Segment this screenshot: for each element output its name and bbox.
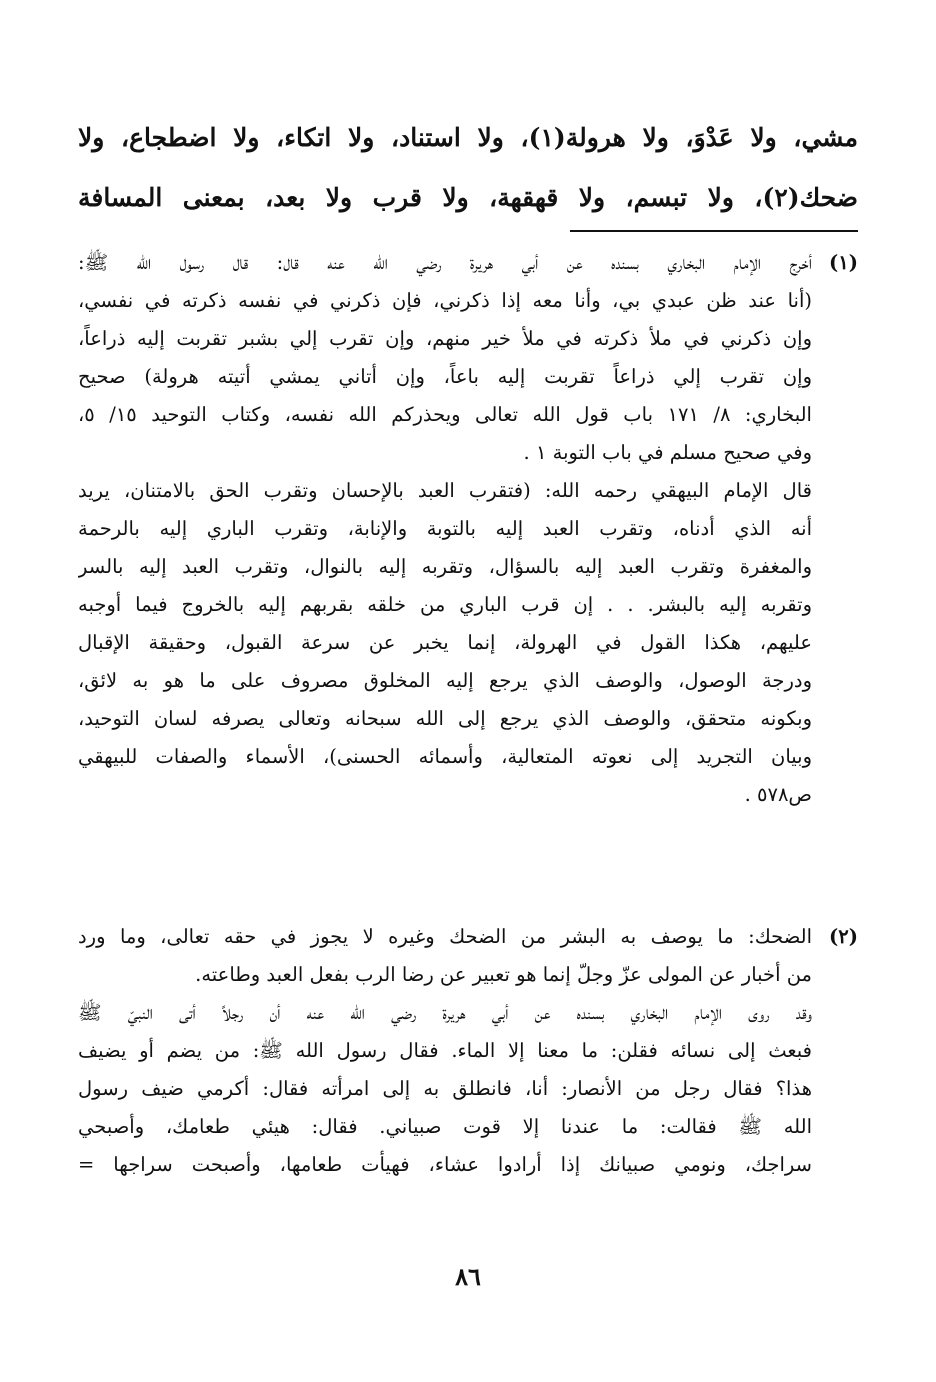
page-number: ٨٦: [455, 1262, 481, 1291]
footnote-line: وبكونه متحقق، والوصف الذي يرجع إلى الله سبحانه وتعالى يصرفه لسان التوحيد،: [78, 707, 812, 730]
footnote-line: أنه الذي أدناه، وتقرب العبد إليه بالتوبة والإنابة، وتقرب الباري إليه بالرحمة: [78, 517, 812, 540]
footnote-line: من أخبار عن المولى عزّ وجلّ إنما هو تعبير عن رضا الرب بفعل العبد وطاعته.: [195, 963, 812, 986]
footnote-line: البخاري: ٨/ ١٧١ باب قول الله تعالى ويحذركم الله نفسه، وكتاب التوحيد ١٥/ ٥،: [78, 403, 812, 426]
footnote-line: والمغفرة وتقرب العبد إليه بالسؤال، وتقربه إليه بالنوال، وتقرب العبد إليه بالسر: [78, 555, 812, 578]
footnote-separator: [570, 230, 858, 232]
footnote-line: الضحك: ما يوصف به البشر من الضحك وغيره لا يجوز في حقه تعالى، وما ورد: [78, 925, 812, 948]
main-text: [78, 108, 858, 228]
footnote-line: وتقربه إليه بالبشر. . . إن قرب الباري من خلقه بقربهم إليه بالخروج فيما أوجبه: [78, 593, 812, 616]
main-text-line: مشي، ولا عَدْوَ، ولا هرولة(١)، ولا استناد، ولا اتكاء، ولا اضطجاع، ولا: [78, 123, 858, 152]
footnote-line: أخرج الإمام البخاري بسنده عن أبي هريرة رضي الله عنه قال: قال رسول الله ﷺ:: [78, 251, 812, 274]
footnote-line: عليهم، هكذا القول في الهرولة، إنما يخبر عن سرعة القبول، وحقيقة الإقبال: [78, 631, 812, 654]
footnote-line: وإن ذكرني في ملأ ذكرته في ملأ خير منهم، وإن تقرب إلي بشبر تقربت إليه ذراعاً،: [78, 327, 812, 350]
footnote-2: [78, 918, 858, 1184]
footnote-line: وإن تقرب إلي ذراعاً تقربت إليه باعاً، وإن أتاني يمشي أتيته هرولة) صحيح: [78, 365, 812, 388]
footnote-1: [78, 244, 858, 814]
footnote-line: هذا؟ فقال رجل من الأنصار: أنا، فانطلق به إلى امرأته فقال: أكرمي ضيف رسول: [78, 1077, 812, 1100]
footnote-line: وقد روى الإمام البخاري بسنده عن أبي هريرة رضي الله عنه أن رجلاً أتى النبيّ ﷺ: [78, 1001, 812, 1024]
footnote-line: الله ﷺ فقالت: ما عندنا إلا قوت صبياني. فقال: هيئي طعامك، وأصبحي: [78, 1115, 812, 1138]
footnote-line: وفي صحيح مسلم في باب التوبة ١ .: [523, 441, 812, 464]
main-text-line: ضحك(٢)، ولا تبسم، ولا قهقهة، ولا قرب ولا بعد، بمعنى المسافة: [78, 183, 858, 212]
footnote-line: ودرجة الوصول، والوصف الذي يرجع إليه المخلوق مصروف على ما هو به لائق،: [78, 669, 812, 692]
footnote-number: (٢): [829, 925, 858, 948]
footnote-line: قال الإمام البيهقي رحمه الله: (فتقرب العبد بالإحسان وتقرب الحق بالامتنان، يريد: [78, 479, 812, 502]
footnote-line: ص٥٧٨ .: [744, 783, 812, 806]
footnote-line: (أنا عند ظن عبدي بي، وأنا معه إذا ذكرني، فإن ذكرني في نفسه ذكرته في نفسي،: [78, 289, 812, 312]
footnote-number: (١): [829, 251, 858, 274]
footnote-line: وبيان التجريد إلى نعوته المتعالية، وأسمائه الحسنى)، الأسماء والصفات للبيهقي: [78, 745, 812, 768]
footnote-line: فبعث إلى نسائه فقلن: ما معنا إلا الماء. فقال رسول الله ﷺ: من يضم أو يضيف: [78, 1039, 812, 1062]
footnote-line: سراجك، ونومي صبيانك إذا أرادوا عشاء، فهيأت طعامها، وأصبحت سراجها =: [78, 1153, 812, 1176]
